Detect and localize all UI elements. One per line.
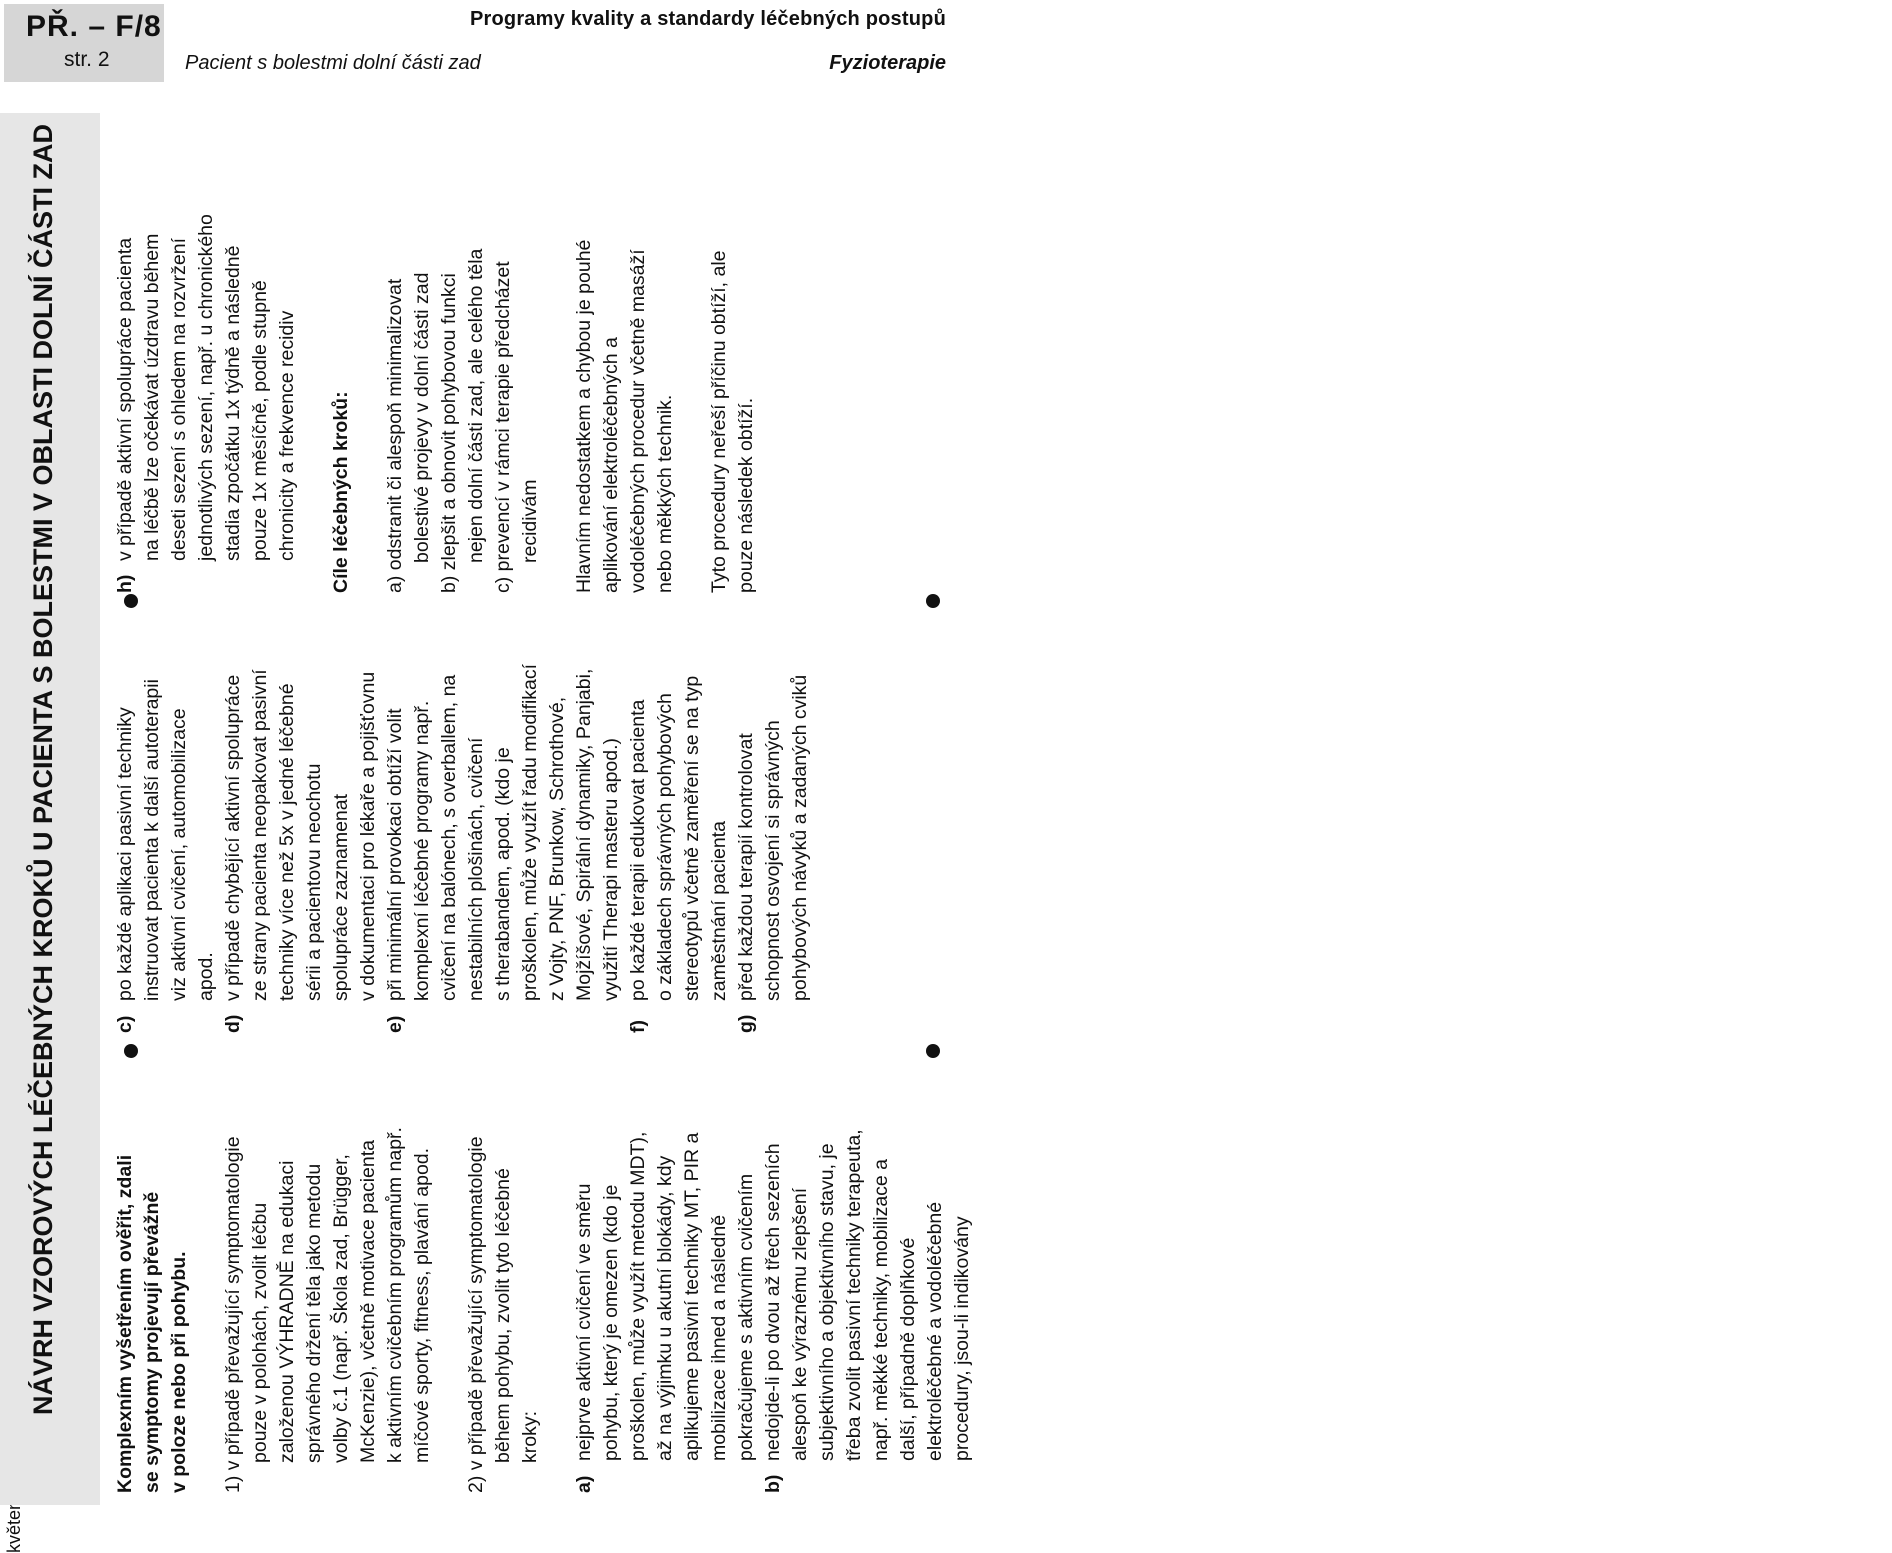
bullet-dot	[926, 594, 940, 608]
title-band	[0, 113, 100, 1505]
note-paragraph-1: Hlavním nedostatkem a chybou je pouhé aplikování elektroléčebných a vodoléčebných procedur včetně masáží nebo měkkých technik.	[573, 239, 676, 593]
column-2	[112, 623, 814, 1033]
document-subtitle: Pacient s bolestmi dolní části zad	[185, 52, 481, 74]
column-3	[112, 153, 760, 593]
series-title: Programy kvality a standardy léčebných postupů	[469, 8, 946, 30]
page-number: str. 2	[64, 48, 110, 71]
column-1	[112, 1053, 976, 1493]
goals-heading: Cíle léčebných kroků:	[330, 391, 352, 593]
list-item-e: e) při minimální provokaci obtíží volit komplexní léčebné programy např. cvičení na balónech, s overballem, na nestabilních plošinách, cvičení s therabandem, apod. (kdo je proškolen, může využít řadu modifikací z Vojty, PNF, Brunkow, Schrothové, Mojžíšové, Spirální dynamiky, Panjabi, využití Therapi masteru apod.)	[384, 663, 622, 1033]
intro-text: Komplexním vyšetřením ověřit, zdali se symptomy projevují převážně v poloze nebo při pohybu.	[114, 1154, 190, 1493]
list-item-g: g) před každou terapií kontrolovat schopnost osvojení si správných pohybových návyků a zadaných cviků	[735, 674, 811, 1033]
list-item-c: c) po každé aplikaci pasivní techniky instruovat pacienta k další autoterapii viz aktivní cvičení, automobilizace apod.	[114, 679, 217, 1033]
bullet-dot	[124, 594, 138, 608]
list-item-h: h) v případě aktivní spolupráce pacienta na léčbě lze očekávat úzdravu během deseti sezení s ohledem na rozvržení jednotlivých sezení, např. u chronického stadia zpočátku 1x týdně a následně pouze 1x měsíčně, podle stupně chronicity a frekvence recidiv	[114, 214, 298, 593]
header-code-box	[4, 4, 164, 82]
department-name: Fyzioterapie	[829, 52, 946, 74]
note-paragraph-2: Tyto procedury neřeší příčinu obtíží, ale pouze následek obtíží.	[708, 250, 757, 593]
page-title: NÁVRH VZOROVÝCH LÉČEBNÝCH KROKŮ U PACIENTA S BOLESTMI V OBLASTI DOLNÍ ČÁSTI ZAD	[28, 123, 58, 1415]
bullet-dot	[926, 1044, 940, 1058]
list-item-a: a) nejprve aktivní cvičení ve směru pohybu, který je omezen (kdo je proškolen, může využít metodu MDT), až na výjimku u akutní blokády, kdy aplikujeme pasivní techniky MT, PIR a mobilizace ihned a následně pokračujeme s aktivním cvičením	[573, 1131, 757, 1493]
list-item-d: d) v případě chybějící aktivní spolupráce ze strany pacienta neopakovat pasivní techniky více než 5x v jedné léčebné sérii a pacientovu neochotu spolupráce zaznamenat v dokumentaci pro lékaře a pojišťovnu	[222, 669, 379, 1033]
list-item-b: b) nedojde-li po dvou až třech sezeních alespoň ke výraznému zlepšení subjektivního a objektivního stavu, je třeba zvolit pasivní techniky terapeuta, např. měkké techniky, mobilizace a další, případně doplňkové elektroléčebné a vodoléčebné procedury, jsou-li indikovány	[762, 1129, 973, 1493]
goal-b: b) zlepšit a obnovit pohybovou funkci nejen dolní části zad, ale celého těla	[438, 248, 487, 593]
goal-a: a) odstranit či alespoň minimalizovat bolestivé projevy v dolní části zad	[384, 272, 433, 593]
rotated-content	[0, 113, 973, 1553]
document-code: PŘ. – F/8	[26, 10, 162, 43]
bullet-dot	[124, 1044, 138, 1058]
paragraph-positions: 1) v případě převažující symptomatologie pouze v polohách, zvolit léčbu založenou VÝHRADNĚ na edukaci správného držení těla jako metodu volby č.1 (např. Škola zad, Brügger, McKenzie), včetně motivace pacienta k aktivním cvičebním programům např. míčové sporty, fitness, plavání apod.	[222, 1127, 433, 1493]
goal-c: c) prevencí v rámci terapie předcházet recidivám	[492, 261, 541, 593]
list-item-f: f) po každé terapii edukovat pacienta o základech správných pohybových stereotypů včetně zaměření se na typ zaměstnání pacienta	[627, 675, 730, 1033]
paragraph-movement: 2) v případě převažující symptomatologie během pohybu, zvolit tyto léčebné kroky:	[465, 1136, 541, 1493]
